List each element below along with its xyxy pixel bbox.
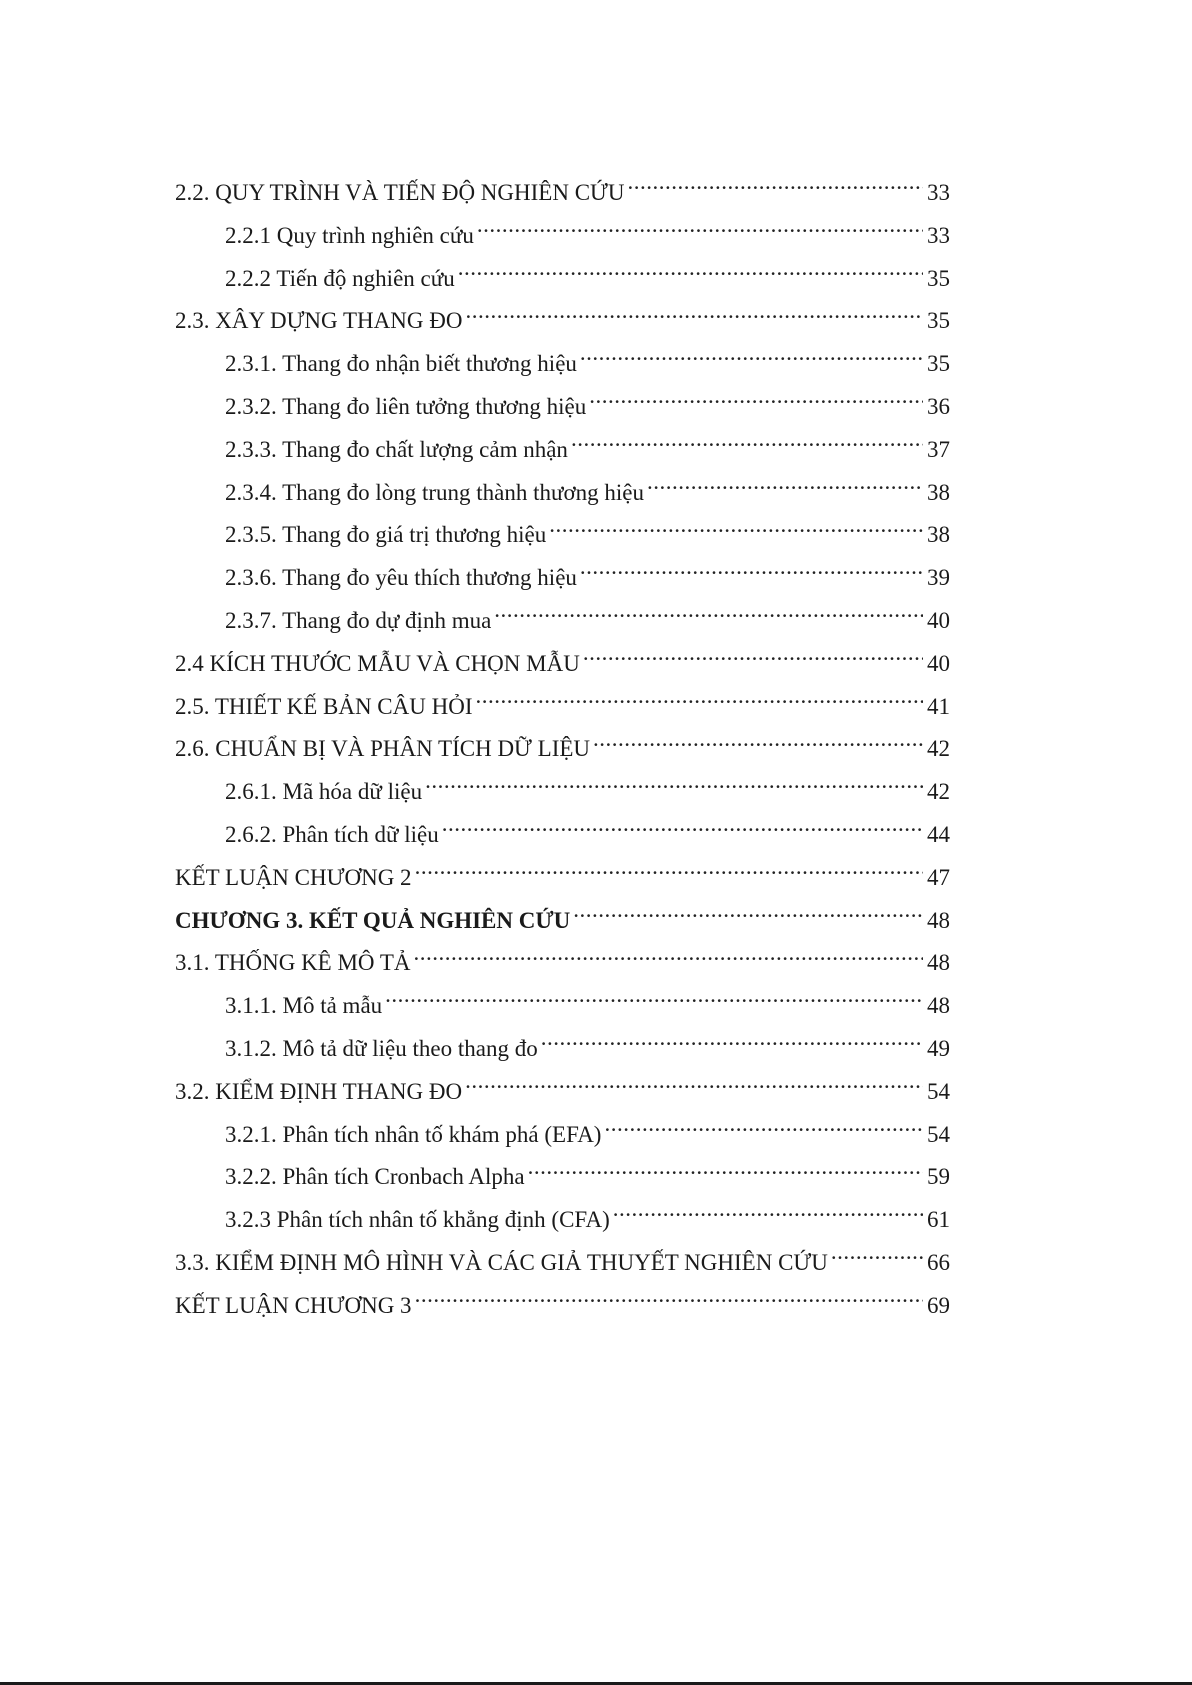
dot-leader — [465, 305, 923, 328]
dot-leader — [541, 1033, 923, 1056]
toc-entry-page: 54 — [927, 1121, 950, 1147]
toc-entry-title: 3.1.2. Mô tả dữ liệu theo thang đo — [225, 1035, 538, 1061]
toc-entry-page: 48 — [927, 993, 950, 1019]
toc-entry-page: 37 — [927, 436, 950, 462]
toc-entry-chapter[interactable] — [175, 900, 950, 943]
dot-leader — [549, 519, 923, 542]
toc-entry-page: 41 — [927, 693, 950, 719]
toc-entry-title: KẾT LUẬN CHƯƠNG 2 — [175, 864, 412, 890]
dot-leader — [583, 648, 923, 671]
toc-entry-title: 2.3.6. Thang đo yêu thích thương hiệu — [225, 565, 577, 591]
toc-entry-page: 48 — [927, 950, 950, 976]
toc-entry[interactable] — [175, 1199, 950, 1242]
toc-entry[interactable] — [175, 557, 950, 600]
dot-leader — [442, 819, 923, 842]
toc-entry[interactable] — [175, 1071, 950, 1114]
toc-entry-page: 35 — [927, 351, 950, 377]
toc-entry-title: 3.2.2. Phân tích Cronbach Alpha — [225, 1164, 525, 1190]
toc-entry-page: 38 — [927, 522, 950, 548]
toc-entry-title: 3.2. KIỂM ĐỊNH THANG ĐO — [175, 1078, 463, 1104]
dot-leader — [465, 1076, 923, 1099]
dot-leader — [458, 263, 923, 286]
toc-entry-page: 44 — [927, 821, 950, 847]
toc-entry-page: 42 — [927, 779, 950, 805]
dot-leader — [415, 862, 923, 885]
toc-entry-title: 2.6.2. Phân tích dữ liệu — [225, 821, 439, 847]
toc-entry-page: 38 — [927, 479, 950, 505]
toc-entry-page: 36 — [927, 393, 950, 419]
dot-leader — [571, 434, 923, 457]
toc-entry[interactable] — [175, 1285, 950, 1328]
toc-entry-title: 2.3.7. Thang đo dự định mua — [225, 607, 492, 633]
toc-entry-page: 49 — [927, 1035, 950, 1061]
dot-leader — [593, 733, 923, 756]
toc-entry[interactable] — [175, 600, 950, 643]
toc-entry-title: 2.3.4. Thang đo lòng trung thành thương hiệu — [225, 479, 644, 505]
toc-entry[interactable] — [175, 686, 950, 729]
toc-entry-title: KẾT LUẬN CHƯƠNG 3 — [175, 1292, 412, 1318]
toc-entry[interactable] — [175, 472, 950, 515]
toc-entry-title: 3.2.3 Phân tích nhân tố khẳng định (CFA) — [225, 1207, 610, 1233]
toc-entry-title: 2.5. THIẾT KẾ BẢN CÂU HỎI — [175, 693, 473, 719]
toc-entry-page: 69 — [927, 1292, 950, 1318]
toc-entry[interactable] — [175, 386, 950, 429]
toc-entry-page: 40 — [927, 607, 950, 633]
toc-entry-title: 2.3.1. Thang đo nhận biết thương hiệu — [225, 351, 577, 377]
dot-leader — [415, 1290, 923, 1313]
toc-entry[interactable] — [175, 172, 950, 215]
toc-entry-title: 3.1. THỐNG KÊ MÔ TẢ — [175, 950, 411, 976]
toc-entry[interactable] — [175, 814, 950, 857]
dot-leader — [573, 905, 923, 928]
toc-entry-page: 39 — [927, 565, 950, 591]
toc-entry-title: 2.4 KÍCH THƯỚC MẪU VÀ CHỌN MẪU — [175, 650, 580, 676]
dot-leader — [613, 1204, 923, 1227]
dot-leader — [494, 605, 923, 628]
toc-entry-page: 54 — [927, 1078, 950, 1104]
toc-entry-page: 47 — [927, 864, 950, 890]
toc-entry-page: 59 — [927, 1164, 950, 1190]
toc-entry[interactable] — [175, 1242, 950, 1285]
dot-leader — [477, 220, 923, 243]
dot-leader — [528, 1161, 923, 1184]
toc-entry-title: 2.3.5. Thang đo giá trị thương hiệu — [225, 522, 547, 548]
toc-entry-title: 2.3.3. Thang đo chất lượng cảm nhận — [225, 436, 568, 462]
toc-entry-title: 3.3. KIỂM ĐỊNH MÔ HÌNH VÀ CÁC GIẢ THUYẾT NGHIÊN CỨU — [175, 1249, 828, 1275]
toc-entry[interactable] — [175, 942, 950, 985]
toc-entry[interactable] — [175, 343, 950, 386]
toc-entry[interactable] — [175, 1156, 950, 1199]
dot-leader — [628, 177, 924, 200]
toc-entry-title: 2.3.2. Thang đo liên tưởng thương hiệu — [225, 393, 587, 419]
dot-leader — [425, 776, 923, 799]
toc-entry[interactable] — [175, 857, 950, 900]
toc-entry[interactable] — [175, 215, 950, 258]
dot-leader — [580, 562, 923, 585]
toc-entry-page: 42 — [927, 736, 950, 762]
toc-entry[interactable] — [175, 514, 950, 557]
toc-entry-title: 3.1.1. Mô tả mẫu — [225, 993, 383, 1019]
table-of-contents — [175, 172, 950, 1328]
toc-entry-page: 48 — [927, 907, 950, 933]
dot-leader — [580, 348, 923, 371]
toc-entry-page: 61 — [927, 1207, 950, 1233]
dot-leader — [385, 990, 923, 1013]
toc-entry-page: 66 — [927, 1249, 950, 1275]
toc-entry-title: 2.2.2 Tiến độ nghiên cứu — [225, 265, 455, 291]
toc-entry[interactable] — [175, 985, 950, 1028]
toc-entry-page: 35 — [927, 265, 950, 291]
toc-entry-title: 2.3. XÂY DỰNG THANG ĐO — [175, 308, 463, 334]
toc-entry-title: 2.2.1 Quy trình nghiên cứu — [225, 222, 474, 248]
toc-entry-title: 2.6.1. Mã hóa dữ liệu — [225, 779, 423, 805]
toc-entry[interactable] — [175, 771, 950, 814]
dot-leader — [647, 477, 923, 500]
toc-entry-page: 33 — [927, 222, 950, 248]
dot-leader — [604, 1119, 923, 1142]
toc-entry[interactable] — [175, 429, 950, 472]
toc-entry[interactable] — [175, 1114, 950, 1157]
toc-entry[interactable] — [175, 728, 950, 771]
toc-entry-page: 33 — [927, 180, 950, 205]
toc-entry[interactable] — [175, 643, 950, 686]
toc-entry-page: 35 — [927, 308, 950, 334]
dot-leader — [831, 1247, 923, 1270]
toc-entry[interactable] — [175, 258, 950, 301]
toc-entry-title: 3.2.1. Phân tích nhân tố khám phá (EFA) — [225, 1121, 602, 1147]
toc-entry-page: 40 — [927, 650, 950, 676]
dot-leader — [589, 391, 923, 414]
toc-entry-title: 2.2. QUY TRÌNH VÀ TIẾN ĐỘ NGHIÊN CỨU — [175, 180, 625, 205]
toc-entry-title: CHƯƠNG 3. KẾT QUẢ NGHIÊN CỨU — [175, 907, 571, 933]
dot-leader — [414, 947, 923, 970]
toc-entry-title: 2.6. CHUẨN BỊ VÀ PHÂN TÍCH DỮ LIỆU — [175, 736, 591, 762]
toc-entry[interactable] — [175, 300, 950, 343]
dot-leader — [476, 691, 924, 714]
toc-entry[interactable] — [175, 1028, 950, 1071]
